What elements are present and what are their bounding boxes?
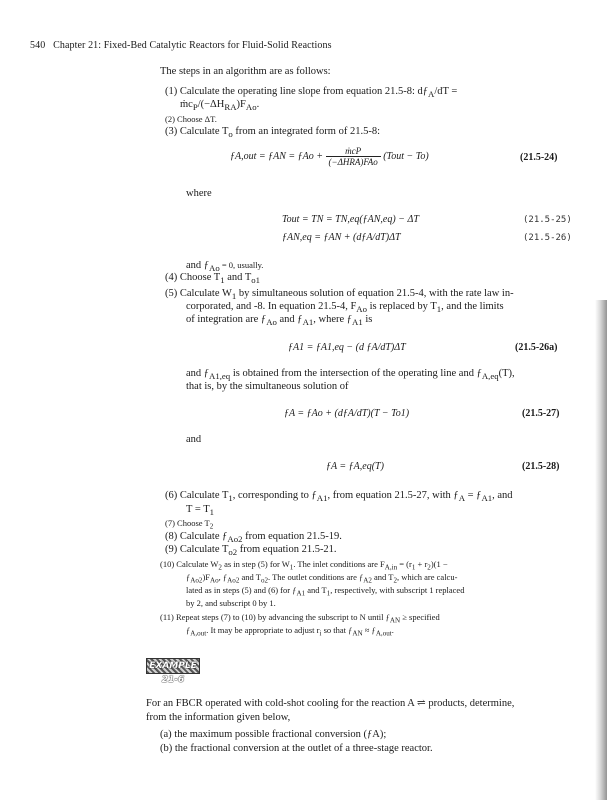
- equation-21-5-26: ƒAN,eq = ƒAN + (dƒA/dT)ΔT: [282, 232, 401, 243]
- example-badge: [146, 658, 200, 685]
- step-8: (8) Calculate $ƒ_{Ao2}$ from equation 21.5-19.: [165, 531, 342, 545]
- example-label: EXAMPLE 21-6: [149, 661, 197, 685]
- running-title: Chapter 21: Fixed-Bed Catalytic Reactors for Fluid-Solid Reactions: [53, 40, 332, 51]
- step-10-line-2: $ƒ_{Ao2})F_{Ao}$, $ƒ_{Ao2}$ and $T_{o2}$. The outlet conditions are $ƒ_{A2}$ and $T_2$, which are calcu-: [186, 572, 458, 585]
- step-2: (2) Choose ΔT.: [165, 114, 217, 124]
- and-fa1eq-line-2: that is, by the simultaneous solution of: [186, 381, 349, 392]
- example-text-line-2: from the information given below,: [146, 712, 291, 723]
- step-5-line-1: (5) Calculate $W_1$ by simultaneous solution of equation 21.5-4, with the rate law in-: [165, 288, 514, 302]
- step-9: (9) Calculate $T_{o2}$ from equation 21.5-21.: [165, 544, 337, 558]
- equation-21-5-24: ƒA,out = ƒAN = ƒAo + $\frac{\text{ṁcP}}{\text{(−ΔHRA)FAo}}$ (Tout − To): [230, 146, 429, 167]
- step-1-line-1: (1) Calculate the operating line slope from equation 21.5-8: $dƒ_A/dT$ =: [165, 86, 458, 100]
- equation-number-26a: (21.5-26a): [515, 342, 558, 353]
- step-6-line-2: $T = T_1$: [186, 504, 214, 518]
- equation-21-5-25: Tout = TN = TN,eq(ƒAN,eq) − ΔT: [282, 214, 419, 225]
- step-7: (7) Choose $T_2$: [165, 518, 214, 531]
- page-number: 540: [30, 40, 46, 51]
- equation-21-5-27: ƒA = ƒAo + (dƒA/dT)(T − To1): [284, 408, 410, 419]
- and-fa1eq-line-1: and $ƒ_{A1,eq}$ is obtained from the intersection of the operating line and $ƒ_{A,eq}(T)$,: [186, 368, 515, 382]
- equation-number-26: (21.5-26): [523, 233, 572, 243]
- step-10-line-1: (10) Calculate $W_2$ as in step (5) for $W_1$. The inlet conditions are $F_{A,in} = (r_1 + r_2)(1$ −: [160, 559, 448, 572]
- where-label: where: [186, 188, 212, 199]
- and-fao-note: and $ƒ_{Ao} = 0$, usually.: [186, 260, 264, 274]
- algorithm-intro: The steps in an algorithm are as follows:: [160, 66, 331, 77]
- equation-21-5-28: ƒA = ƒA,eq(T): [326, 461, 384, 472]
- scan-edge-shadow: [595, 300, 607, 800]
- example-part-a: (a) the maximum possible fractional conversion (ƒA);: [160, 729, 387, 740]
- page-header: [30, 40, 332, 51]
- step-10-line-4: by 2, and subscript 0 by 1.: [186, 598, 276, 608]
- step-1-line-2: $ṁc_P/(-\Delta H_{RA})F_{Ao}$.: [180, 99, 260, 113]
- equation-21-5-26a: ƒA1 = ƒA1,eq − (d ƒA/dT)ΔT: [288, 342, 406, 353]
- step-10-line-3: lated as in steps (5) and (6) for $ƒ_{A1}$ and $T_1$, respectively, with subscript 1 replaced: [186, 585, 465, 598]
- equation-number-25: (21.5-25): [523, 215, 572, 225]
- step-11-line-2: $ƒ_{A,out}$. It may be appropriate to adjust $r_i$ so that $ƒ_{AN}$ ≈ $ƒ_{A,out}$.: [186, 625, 394, 638]
- example-text-line-1: For an FBCR operated with cold-shot cooling for the reaction A ⇌ products, determine,: [146, 698, 515, 709]
- step-5-line-2: corporated, and -8. In equation 21.5-4, $F_{Ao}$ is replaced by $T_1$, and the limits: [186, 301, 504, 315]
- step-11-line-1: (11) Repeat steps (7) to (10) by advancing the subscript to N until $ƒ_{AN}$ ≥ specified: [160, 612, 440, 625]
- step-5-line-3: of integration are $ƒ_{Ao}$ and $ƒ_{A1}$, where $ƒ_{A1}$ is: [186, 314, 373, 328]
- step-6-line-1: (6) Calculate $T_1$, corresponding to $ƒ_{A1}$, from equation 21.5-27, with $ƒ_A$ = $ƒ_{A1}$, and: [165, 490, 513, 504]
- equation-number-27: (21.5-27): [522, 408, 560, 419]
- step-3: (3) Calculate $T_o$ from an integrated form of 21.5-8:: [165, 126, 380, 140]
- step-4: (4) Choose $T_1$ and $T_{o1}$: [165, 272, 260, 286]
- equation-number-24: (21.5-24): [520, 152, 558, 163]
- equation-number-28: (21.5-28): [522, 461, 560, 472]
- and-label: and: [186, 434, 202, 445]
- example-part-b: (b) the fractional conversion at the outlet of a three-stage reactor.: [160, 743, 433, 754]
- equation-fraction: $\frac{\text{ṁcP}}{\text{(−ΔHRA)FAo}}$: [326, 146, 381, 167]
